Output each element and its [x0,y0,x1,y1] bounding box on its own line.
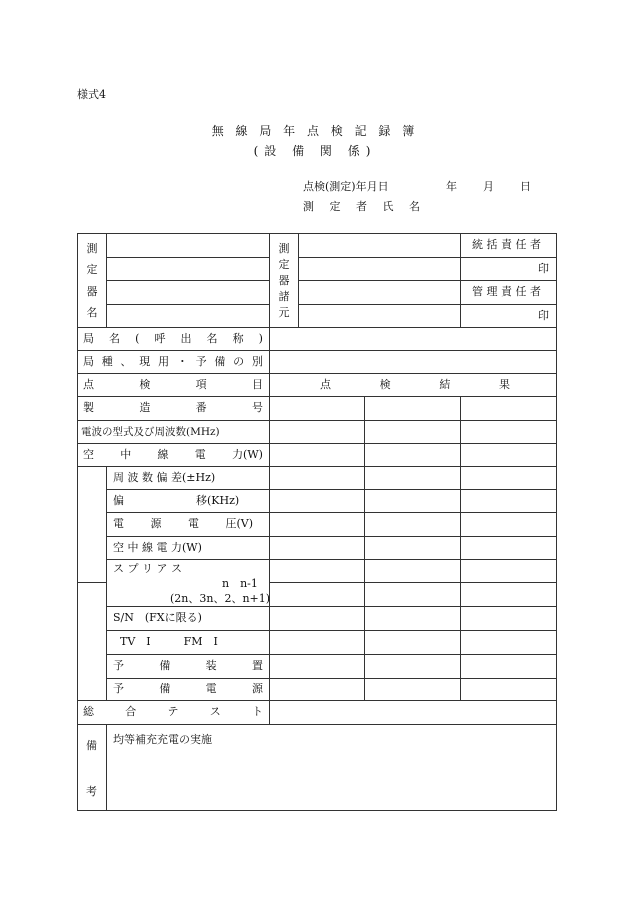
measurer-name-label: 測 定 者 氏 名 [303,200,426,213]
grid-line [106,630,557,631]
grid-line [77,420,557,421]
spare-power-label: 予 備 電 源 [113,682,263,695]
document-title: 無 線 局 年 点 検 記 録 簿 [211,124,419,138]
grid-line [298,257,557,258]
antenna-power-label: 空 中 線 電 力(W) [83,448,263,461]
deviation-label-left: 偏 [113,494,124,507]
frequency-deviation-label: 周 波 数 偏 差(±Hz) [113,471,216,484]
grid-line [298,304,557,305]
grid-line [77,350,557,351]
grid-line [106,466,107,701]
grid-line [460,396,461,701]
grid-line [106,536,557,537]
form-number: 様式4 [77,88,106,101]
manager-label: 管 理 責 任 者 [472,285,541,298]
grid-line [298,280,557,281]
grid-line [106,257,270,258]
grid-line [106,606,557,607]
table-border-top [77,233,557,234]
grid-line [77,724,557,725]
grid-line [106,304,270,305]
antenna-power-sub-label: 空 中 線 電 力(W) [113,541,202,554]
grid-line [106,724,107,811]
spurious-formula-label: (2n、3n、2、n+1) [170,592,271,605]
table-border-bottom [77,810,557,811]
grid-line [77,700,557,701]
grid-line [269,327,270,724]
grid-line [77,443,557,444]
seal-mark: 印 [538,262,549,275]
chief-manager-label: 統 括 責 任 者 [472,238,541,251]
date-day: 日 [520,180,531,193]
inspection-date-fields [446,178,557,194]
inspection-item-header: 点 検 項 目 [83,378,263,391]
station-name-label: 局 名 ( 呼 出 名 称 ) [83,332,263,345]
seal-mark: 印 [538,309,549,322]
grid-line [77,327,557,328]
tv-fm-label: TV I FM I [120,635,218,648]
grid-line [106,678,557,679]
supply-voltage-label: 電 源 電 圧(V) [113,517,253,530]
spurious-n-label: n n-1 [222,577,258,590]
grid-line [106,512,557,513]
total-test-label: 総 合 テ ス ト [83,705,263,718]
remarks-label-top: 備 [86,739,97,752]
instrument-origin-label: 測 定 器 諸 元 [278,242,290,319]
instrument-name-label: 測 定 器 名 [86,242,98,319]
grid-line [77,396,557,397]
deviation-label-right: 移(KHz) [196,494,240,507]
spurious-label: ス プ リ ア ス [113,562,182,575]
inspection-result-header: 点 検 結 果 [320,378,510,391]
spare-equipment-label: 予 備 装 置 [113,659,263,672]
grid-line [77,466,557,467]
grid-line [106,559,557,560]
emission-type-label: 電波の型式及び周波数(MHz) [81,426,220,438]
grid-line [364,396,365,701]
remarks-label-bottom: 考 [86,785,97,798]
grid-line [106,280,270,281]
station-type-label: 局 種 、 現 用 ・ 予 備 の 別 [83,355,263,368]
sn-label: S/N (FXに限る) [113,611,202,624]
grid-line [106,489,557,490]
date-year: 年 [446,180,457,193]
serial-number-label: 製 造 番 号 [83,401,263,414]
date-month: 月 [483,180,494,193]
grid-line [77,373,557,374]
document-subtitle: (設 備 関 係) [253,144,377,158]
grid-line [269,582,557,583]
inspection-date-label: 点検(測定)年月日 [303,180,389,193]
grid-line [106,654,557,655]
grid-line [77,582,107,583]
remarks-text: 均等補充充電の実施 [113,733,212,746]
